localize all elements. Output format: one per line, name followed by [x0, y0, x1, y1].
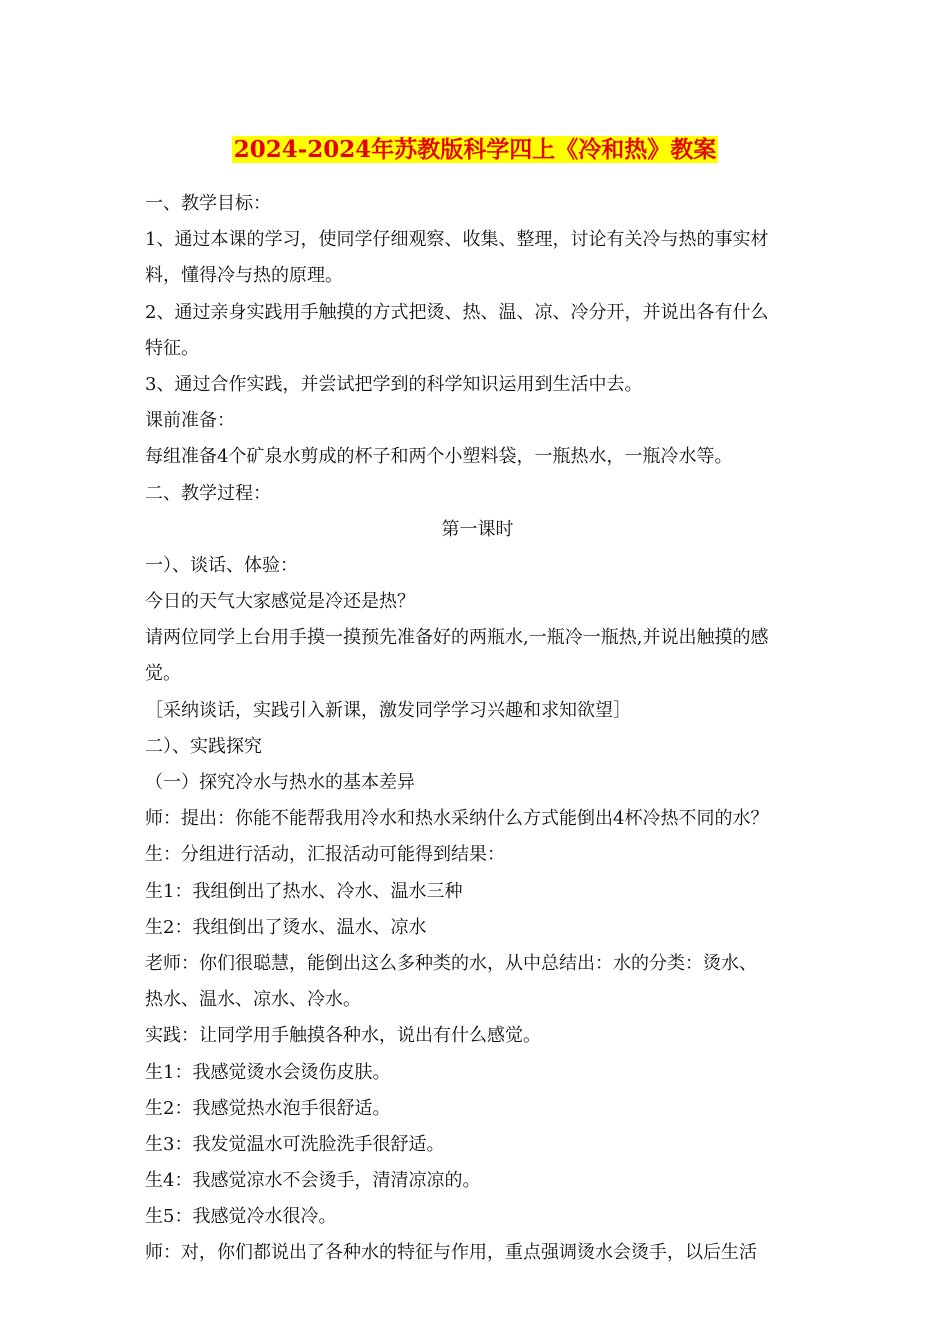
- body-line: 二、教学过程：: [145, 482, 271, 504]
- body-line: 特征。: [145, 337, 199, 359]
- body-line: 生2：我组倒出了烫水、温水、凉水: [145, 916, 427, 938]
- body-line: 生5：我感觉冷水很冷。: [145, 1206, 337, 1228]
- body-line: 师：提出：你能不能帮我用冷水和热水采纳什么方式能倒出4杯冷热不同的水？: [145, 808, 769, 830]
- body-line: 一、教学目标：: [145, 193, 271, 214]
- document-title-text: 2024-2024年苏教版科学四上《冷和热》教案: [233, 136, 717, 163]
- body-line: 1、通过本课的学习，使同学仔细观察、收集、整理，讨论有关冷与热的事实材: [145, 229, 769, 251]
- body-line: 实践：让同学用手触摸各种水，说出有什么感觉。: [145, 1025, 541, 1047]
- body-line: 2、通过亲身实践用手触摸的方式把烫、热、温、凉、冷分开，并说出各有什么: [145, 301, 769, 323]
- body-line: 生1：我组倒出了热水、冷水、温水三种: [145, 880, 463, 902]
- body-line: 每组准备4个矿泉水剪成的杯子和两个小塑料袋，一瓶热水，一瓶冷水等。: [145, 446, 733, 468]
- body-line: 生3：我发觉温水可洗脸洗手很舒适。: [145, 1133, 445, 1155]
- document-title: [0, 134, 950, 166]
- body-line: 请两位同学上台用手摸一摸预先准备好的两瓶水,一瓶冷一瓶热,并说出触摸的感: [145, 627, 769, 649]
- body-line: （一）探究冷水与热水的基本差异: [145, 772, 415, 793]
- body-line: 3、通过合作实践，并尝试把学到的科学知识运用到生活中去。: [145, 373, 643, 395]
- body-line: 料，懂得冷与热的原理。: [145, 265, 343, 287]
- body-line: 老师：你们很聪慧，能倒出这么多种类的水，从中总结出：水的分类：烫水、: [145, 952, 757, 974]
- body-line: ［采纳谈话，实践引入新课，激发同学学习兴趣和求知欲望］: [145, 699, 631, 721]
- body-line: 生2：我感觉热水泡手很舒适。: [145, 1097, 391, 1119]
- body-line: 觉。: [145, 663, 181, 685]
- body-line: 生：分组进行活动，汇报活动可能得到结果：: [145, 844, 505, 866]
- document-body: [145, 186, 810, 1272]
- section-heading: 第一课时: [441, 518, 514, 540]
- body-line: 二）、实践探究: [145, 735, 262, 757]
- body-line: 生4：我感觉凉水不会烫手，清清凉凉的。: [145, 1170, 481, 1192]
- body-line: 热水、温水、凉水、冷水。: [145, 989, 361, 1011]
- body-line: 生1：我感觉烫水会烫伤皮肤。: [145, 1061, 391, 1083]
- body-line: 课前准备：: [145, 410, 235, 432]
- body-line: 一）、谈话、体验：: [145, 554, 298, 576]
- body-line: 师：对，你们都说出了各种水的特征与作用，重点强调烫水会烫手，以后生活: [145, 1242, 757, 1264]
- body-line: 今日的天气大家感觉是冷还是热？: [145, 591, 415, 613]
